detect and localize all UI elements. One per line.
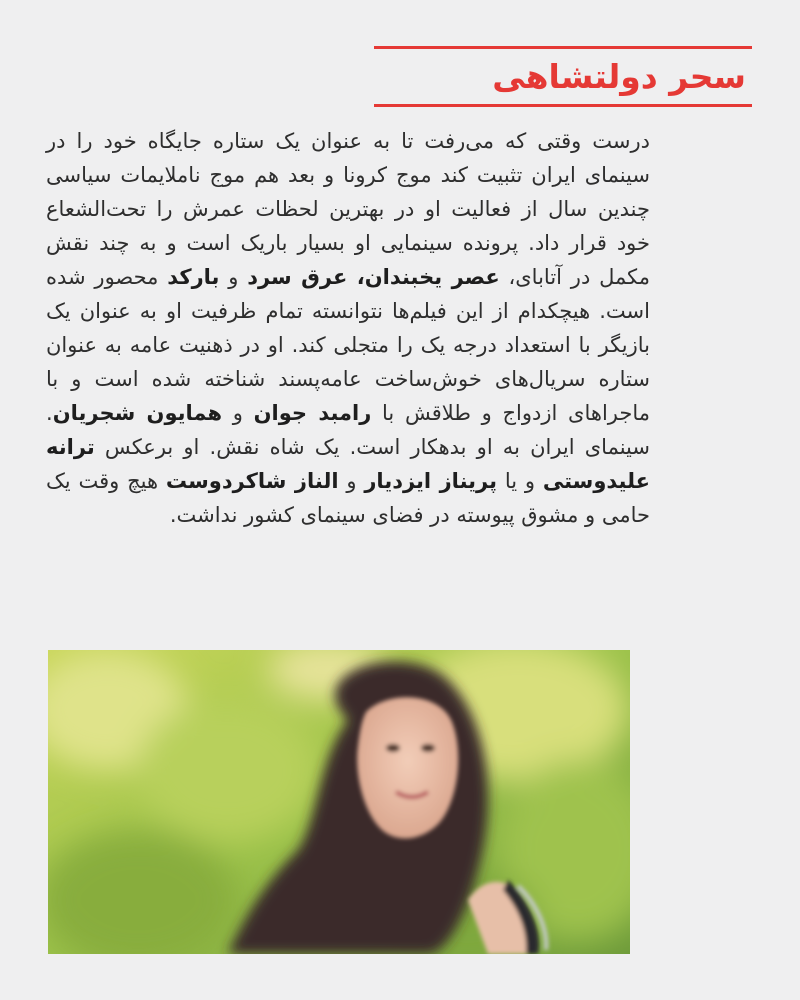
body-text: و: [222, 401, 254, 425]
body-text: و: [338, 469, 365, 493]
article-body: [46, 124, 650, 532]
person-name: رامبد جوان: [253, 401, 372, 425]
person-name: الناز شاکردوست: [165, 469, 339, 493]
article-title: سحر دولتشاهی: [492, 57, 746, 96]
body-text: محصور شده است. هیچکدام از این فیلم‌ها نتوانسته تمام ظرفیت او به عنوان یک بازیگر با استعداد درجه یک را متجلی کند. او در ذهنیت عامه به عنوان ستاره سریال‌های خوش‌ساخت عامه‌پسند شناخته شده است و با ماجراهای ازدواج و طلاقش با: [46, 265, 651, 425]
film-titles: عصر یخبندان، عرق سرد: [247, 265, 500, 289]
body-text: هیچ وقت یک حامی و مشوق پیوسته در فضای سینمای کشور نداشت.: [46, 469, 650, 527]
body-text: و: [219, 265, 248, 289]
person-name: همایون شجریان: [52, 401, 223, 425]
article-photo: [48, 650, 630, 954]
film-title: بارکد: [167, 265, 220, 289]
title-bottom-rule: [374, 104, 752, 107]
body-text: . سینمای ایران به او بدهکار است. یک شاه نقش. او برعکس: [46, 401, 650, 459]
body-text: درست وقتی که می‌رفت تا به عنوان یک ستاره جایگاه خود را در سینمای ایران تثبیت کند موج کرونا و بعد هم موج ناملایمات سیاسی چندین سال از فعالیت او در بهترین لحظات عمرش را تحت‌الشعاع خود قرار داد. پرونده سینمایی او بسیار باریک است و به چند نقش مکمل در آتابای،: [46, 129, 650, 289]
person-name: ترانه علیدوستی: [46, 435, 651, 493]
person-name: پریناز ایزدیار: [364, 469, 497, 493]
body-text: و یا: [496, 469, 543, 493]
title-top-rule: [374, 46, 752, 49]
